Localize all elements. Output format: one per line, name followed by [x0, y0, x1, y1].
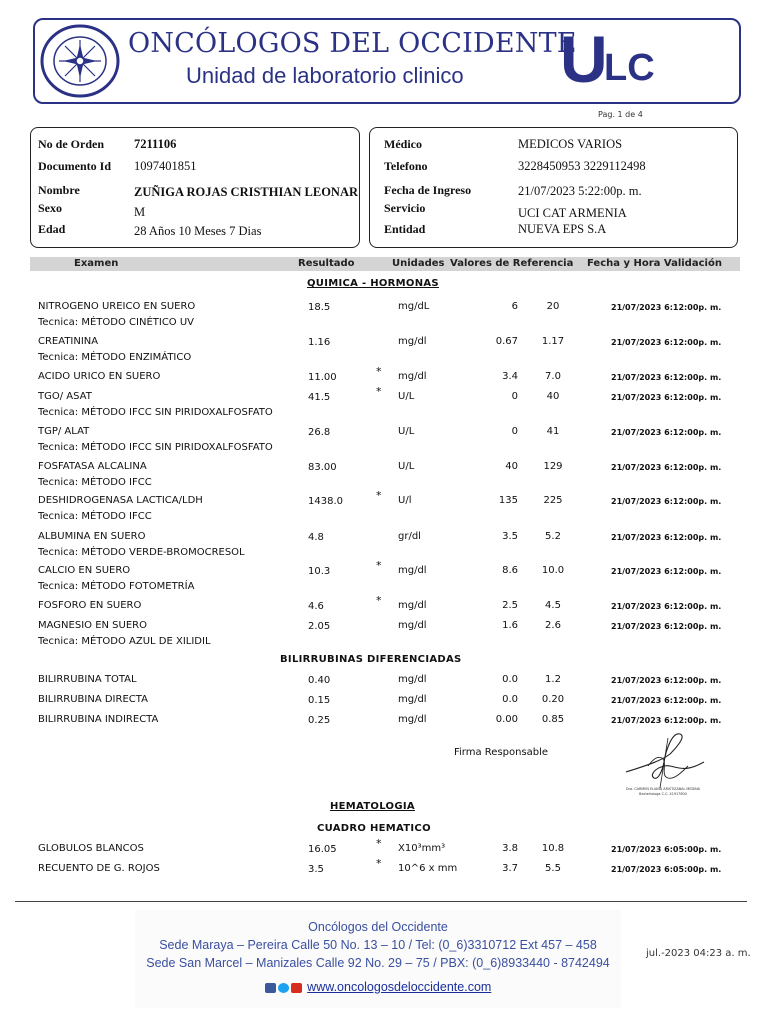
- col-result: Resultado: [298, 258, 355, 269]
- age-label: Edad: [38, 222, 66, 236]
- exam-unit: mg/dl: [398, 371, 427, 382]
- reference-low: 1.6: [502, 620, 518, 631]
- reference-low: 135: [498, 495, 518, 506]
- exam-unit: mg/dl: [398, 620, 427, 631]
- exam-name: GLOBULOS BLANCOS: [38, 843, 144, 854]
- admission-date-value: 21/07/2023 5:22:00p. m.: [518, 184, 642, 198]
- exam-name: ACIDO URICO EN SUERO: [38, 371, 161, 382]
- age-value: 28 Años 10 Meses 7 Dias: [134, 224, 262, 238]
- exam-technique: Tecnica: MÉTODO CINÉTICO UV: [38, 317, 195, 328]
- col-validation-date: Fecha y Hora Validación: [587, 258, 722, 269]
- col-units: Unidades: [392, 258, 445, 269]
- doctor-label: Médico: [384, 137, 422, 151]
- exam-result: 41.5: [308, 392, 331, 403]
- ulc-mark-u: U: [560, 22, 608, 96]
- reference-high: 41: [546, 426, 560, 437]
- exam-result: 11.00: [308, 372, 337, 383]
- exam-unit: U/L: [398, 391, 415, 402]
- twitter-icon[interactable]: [278, 983, 289, 993]
- doctor-value: MEDICOS VARIOS: [518, 137, 623, 151]
- reference-low: 0: [511, 391, 518, 402]
- exam-result: 0.25: [308, 715, 331, 726]
- exam-unit: mg/dl: [398, 674, 427, 685]
- exam-name: ALBUMINA EN SUERO: [38, 531, 146, 542]
- exam-name: TGO/ ASAT: [38, 391, 92, 402]
- exam-technique: Tecnica: MÉTODO IFCC SIN PIRIDOXALFOSFATO: [38, 442, 273, 453]
- document-label: Documento Id: [38, 159, 112, 173]
- validation-datetime: 21/07/2023 6:12:00p. m.: [611, 393, 722, 402]
- company-subtitle: Unidad de laboratorio clinico: [186, 63, 464, 88]
- phone-value: 3228450953 3229112498: [518, 159, 646, 173]
- validation-datetime: 21/07/2023 6:12:00p. m.: [611, 373, 722, 382]
- exam-result: 0.15: [308, 695, 331, 706]
- exam-result: 26.8: [308, 427, 331, 438]
- reference-low: 0.00: [495, 714, 518, 725]
- reference-low: 0.0: [502, 674, 518, 685]
- reference-high: 5.5: [545, 863, 561, 874]
- exam-unit: mg/dl: [398, 694, 427, 705]
- col-exam: Examen: [74, 258, 119, 269]
- service-label: Servicio: [384, 201, 426, 215]
- reference-high: 10.0: [541, 565, 565, 576]
- exam-name: TGP/ ALAT: [38, 426, 90, 437]
- reference-high: 0.85: [541, 714, 565, 725]
- exam-name: FOSFATASA ALCALINA: [38, 461, 147, 472]
- reference-high: 4.5: [545, 600, 561, 611]
- order-value: 7211106: [134, 137, 177, 151]
- exam-name: CREATININA: [38, 336, 99, 347]
- website-link[interactable]: www.oncologosdeloccidente.com: [307, 980, 492, 994]
- validation-datetime: 21/07/2023 6:12:00p. m.: [611, 338, 722, 347]
- sex-value: M: [134, 205, 146, 219]
- admission-date-label: Fecha de Ingreso: [384, 183, 472, 197]
- reference-low: 2.5: [502, 600, 518, 611]
- exam-technique: Tecnica: MÉTODO ENZIMÁTICO: [38, 352, 192, 363]
- validation-datetime: 21/07/2023 6:12:00p. m.: [611, 463, 722, 472]
- facebook-icon[interactable]: [265, 983, 276, 993]
- exam-name: RECUENTO DE G. ROJOS: [38, 863, 160, 874]
- abnormal-flag: *: [376, 594, 382, 607]
- phone-label: Telefono: [384, 159, 428, 173]
- reference-high: 1.17: [541, 336, 565, 347]
- signature-caption-name: Dra. CARMEN ELIANA ARISTIZABAL MEDINA: [626, 787, 700, 791]
- ulc-mark-lc: LC: [604, 47, 655, 89]
- exam-result: 83.00: [308, 462, 337, 473]
- exam-unit: 10^6 x mm: [398, 863, 458, 874]
- exam-name: MAGNESIO EN SUERO: [38, 620, 147, 631]
- exam-unit: gr/dl: [398, 531, 421, 542]
- validation-datetime: 21/07/2023 6:05:00p. m.: [611, 845, 722, 854]
- entity-label: Entidad: [384, 222, 426, 236]
- reference-high: 20: [546, 301, 560, 312]
- reference-high: 10.8: [541, 843, 565, 854]
- exam-technique: Tecnica: MÉTODO IFCC: [38, 511, 152, 522]
- exam-name: BILIRRUBINA TOTAL: [38, 674, 137, 685]
- reference-low: 3.8: [502, 843, 518, 854]
- exam-unit: U/L: [398, 461, 415, 472]
- exam-unit: mg/dl: [398, 714, 427, 725]
- exam-unit: mg/dl: [398, 565, 427, 576]
- exam-result: 4.8: [308, 532, 324, 543]
- reference-high: 129: [543, 461, 563, 472]
- exam-technique: Tecnica: MÉTODO FOTOMETRÍA: [38, 581, 195, 592]
- reference-low: 0: [511, 426, 518, 437]
- reference-high: 225: [543, 495, 563, 506]
- reference-high: 40: [546, 391, 560, 402]
- section-cuadro-hematico: CUADRO HEMATICO: [317, 823, 431, 834]
- validation-datetime: 21/07/2023 6:12:00p. m.: [611, 567, 722, 576]
- validation-datetime: 21/07/2023 6:12:00p. m.: [611, 716, 722, 725]
- section-bilirrubinas: BILIRRUBINAS DIFERENCIADAS: [280, 654, 462, 665]
- validation-datetime: 21/07/2023 6:12:00p. m.: [611, 497, 722, 506]
- footer-links: [135, 980, 621, 994]
- exam-unit: U/L: [398, 426, 415, 437]
- exam-result: 10.3: [308, 566, 331, 577]
- col-reference: Valores de Referencia: [450, 258, 574, 269]
- section-hematologia: HEMATOLOGIA: [330, 801, 415, 812]
- abnormal-flag: *: [376, 559, 382, 572]
- abnormal-flag: *: [376, 489, 382, 502]
- document-value: 1097401851: [134, 159, 197, 173]
- reference-low: 40: [505, 461, 518, 472]
- exam-result: 0.40: [308, 675, 331, 686]
- entity-value: NUEVA EPS S.A: [518, 222, 607, 236]
- validation-datetime: 21/07/2023 6:05:00p. m.: [611, 865, 722, 874]
- exam-technique: Tecnica: MÉTODO IFCC: [38, 477, 152, 488]
- exam-name: BILIRRUBINA DIRECTA: [38, 694, 148, 705]
- footer-address-manizales: Sede San Marcel – Manizales Calle 92 No. 29 – 75 / PBX: (0_6)8933440 - 8742494: [146, 956, 610, 970]
- exam-unit: mg/dl: [398, 336, 427, 347]
- exam-technique: Tecnica: MÉTODO IFCC SIN PIRIDOXALFOSFATO: [38, 407, 273, 418]
- abnormal-flag: *: [376, 365, 382, 378]
- section-quimica: QUIMICA - HORMONAS: [307, 278, 439, 289]
- exam-result: 3.5: [308, 864, 324, 875]
- validation-datetime: 21/07/2023 6:12:00p. m.: [611, 676, 722, 685]
- footer-address-pereira: Sede Maraya – Pereira Calle 50 No. 13 – 10 / Tel: (0_6)3310712 Ext 457 – 458: [159, 938, 597, 952]
- reference-low: 3.4: [502, 371, 518, 382]
- validation-datetime: 21/07/2023 6:12:00p. m.: [611, 303, 722, 312]
- signature-label: Firma Responsable: [454, 747, 549, 758]
- exam-unit: X10³mm³: [398, 843, 446, 854]
- reference-low: 0.0: [502, 694, 518, 705]
- exam-name: DESHIDROGENASA LACTICA/LDH: [38, 495, 203, 506]
- exam-unit: U/l: [398, 495, 412, 506]
- order-label: No de Orden: [38, 137, 104, 151]
- exam-unit: mg/dL: [398, 301, 430, 312]
- exam-name: FOSFORO EN SUERO: [38, 600, 142, 611]
- reference-low: 0.67: [495, 336, 518, 347]
- exam-technique: Tecnica: MÉTODO VERDE-BROMOCRESOL: [38, 547, 245, 558]
- reference-low: 3.7: [502, 863, 518, 874]
- exam-name: CALCIO EN SUERO: [38, 565, 131, 576]
- validation-datetime: 21/07/2023 6:12:00p. m.: [611, 533, 722, 542]
- validation-datetime: 21/07/2023 6:12:00p. m.: [611, 696, 722, 705]
- abnormal-flag: *: [376, 837, 382, 850]
- signature-caption-id: Bacteriologa C.C. 41917800: [639, 792, 687, 796]
- page-number: Pag. 1 de 4: [598, 110, 643, 119]
- service-value: UCI CAT ARMENIA: [518, 206, 627, 220]
- signature-image: [608, 728, 718, 798]
- exam-result: 16.05: [308, 844, 337, 855]
- reference-high: 5.2: [545, 531, 561, 542]
- exam-name: NITROGENO UREICO EN SUERO: [38, 301, 196, 312]
- name-value: ZUÑIGA ROJAS CRISTHIAN LEONAR: [134, 185, 358, 199]
- abnormal-flag: *: [376, 857, 382, 870]
- name-label: Nombre: [38, 183, 80, 197]
- company-logo: [40, 24, 120, 98]
- print-timestamp: jul.-2023 04:23 a. m.: [646, 948, 751, 959]
- validation-datetime: 21/07/2023 6:12:00p. m.: [611, 602, 722, 611]
- validation-datetime: 21/07/2023 6:12:00p. m.: [611, 428, 722, 437]
- reference-low: 3.5: [502, 531, 518, 542]
- footer-divider: [15, 901, 747, 902]
- reference-high: 7.0: [545, 371, 561, 382]
- reference-low: 8.6: [502, 565, 518, 576]
- sex-label: Sexo: [38, 201, 62, 215]
- exam-unit: mg/dl: [398, 600, 427, 611]
- exam-result: 1438.0: [308, 496, 343, 507]
- footer-company: Oncólogos del Occidente: [308, 920, 448, 934]
- exam-name: BILIRRUBINA INDIRECTA: [38, 714, 159, 725]
- exam-result: 18.5: [308, 302, 331, 313]
- reference-high: 1.2: [545, 674, 561, 685]
- company-name: ONCÓLOGOS DEL OCCIDENTE: [128, 28, 577, 59]
- exam-result: 4.6: [308, 601, 324, 612]
- reference-high: 0.20: [541, 694, 565, 705]
- exam-technique: Tecnica: MÉTODO AZUL DE XILIDIL: [38, 636, 211, 647]
- youtube-icon[interactable]: [291, 983, 302, 993]
- exam-result: 2.05: [308, 621, 331, 632]
- reference-high: 2.6: [545, 620, 561, 631]
- reference-low: 6: [511, 301, 518, 312]
- validation-datetime: 21/07/2023 6:12:00p. m.: [611, 622, 722, 631]
- exam-result: 1.16: [308, 337, 331, 348]
- abnormal-flag: *: [376, 385, 382, 398]
